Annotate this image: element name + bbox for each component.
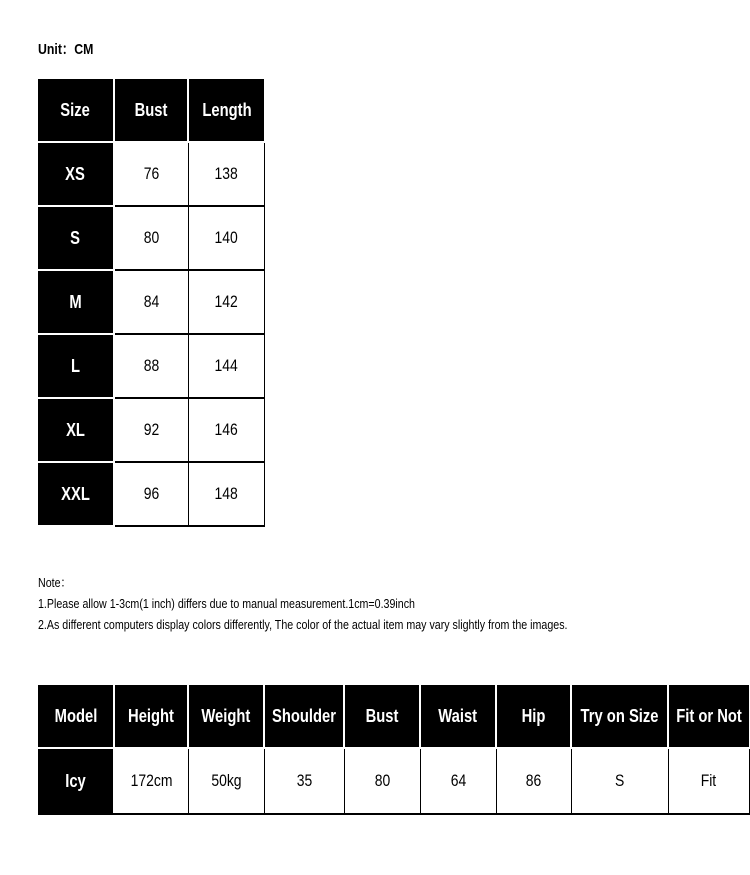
length-cell: 140 <box>188 206 264 270</box>
unit-label: Unit：CM <box>38 41 94 58</box>
model-info-table <box>38 685 750 815</box>
bust-cell: 76 <box>114 142 188 206</box>
table-row <box>38 270 264 334</box>
model-table-header-row <box>38 685 749 748</box>
try-on-size-cell: S <box>571 748 668 814</box>
size-cell: L <box>38 334 114 398</box>
waist-header: Waist <box>420 685 496 748</box>
size-cell: XL <box>38 398 114 462</box>
weight-header: Weight <box>188 685 264 748</box>
shoulder-cell: 35 <box>264 748 344 814</box>
size-header: Size <box>38 79 114 142</box>
bust-cell: 92 <box>114 398 188 462</box>
weight-cell: 50kg <box>188 748 264 814</box>
height-header: Height <box>114 685 188 748</box>
size-cell: XXL <box>38 462 114 526</box>
notes-block <box>38 572 684 635</box>
fit-or-not-header: Fit or Not <box>668 685 749 748</box>
table-row <box>38 206 264 270</box>
table-row <box>38 462 264 526</box>
bust-cell: 96 <box>114 462 188 526</box>
note-line-1: 1.Please allow 1-3cm(1 inch) differs due to manual measurement.1cm=0.39inch <box>38 596 415 611</box>
bust-cell: 84 <box>114 270 188 334</box>
model-header: Model <box>38 685 114 748</box>
waist-cell: 64 <box>420 748 496 814</box>
height-cell: 172cm <box>114 748 188 814</box>
size-cell: M <box>38 270 114 334</box>
bust-header: Bust <box>344 685 420 748</box>
size-cell: S <box>38 206 114 270</box>
shoulder-header: Shoulder <box>264 685 344 748</box>
length-cell: 142 <box>188 270 264 334</box>
note-line-2: 2.As different computers display colors differently, The color of the actual item may vary slightly from the images. <box>38 617 568 632</box>
hip-cell: 86 <box>496 748 571 814</box>
length-cell: 148 <box>188 462 264 526</box>
notes-title: Note： <box>38 575 72 590</box>
table-row <box>38 334 264 398</box>
size-chart-table <box>38 79 265 527</box>
table-row <box>38 142 264 206</box>
length-cell: 144 <box>188 334 264 398</box>
size-cell: XS <box>38 142 114 206</box>
size-table-header-row <box>38 79 264 142</box>
bust-cell: 80 <box>344 748 420 814</box>
bust-header: Bust <box>114 79 188 142</box>
length-header: Length <box>188 79 264 142</box>
table-row <box>38 398 264 462</box>
table-row <box>38 748 749 814</box>
length-cell: 138 <box>188 142 264 206</box>
bust-cell: 88 <box>114 334 188 398</box>
hip-header: Hip <box>496 685 571 748</box>
fit-or-not-cell: Fit <box>668 748 749 814</box>
length-cell: 146 <box>188 398 264 462</box>
bust-cell: 80 <box>114 206 188 270</box>
model-name-cell: Icy <box>38 748 114 814</box>
try-on-size-header: Try on Size <box>571 685 668 748</box>
